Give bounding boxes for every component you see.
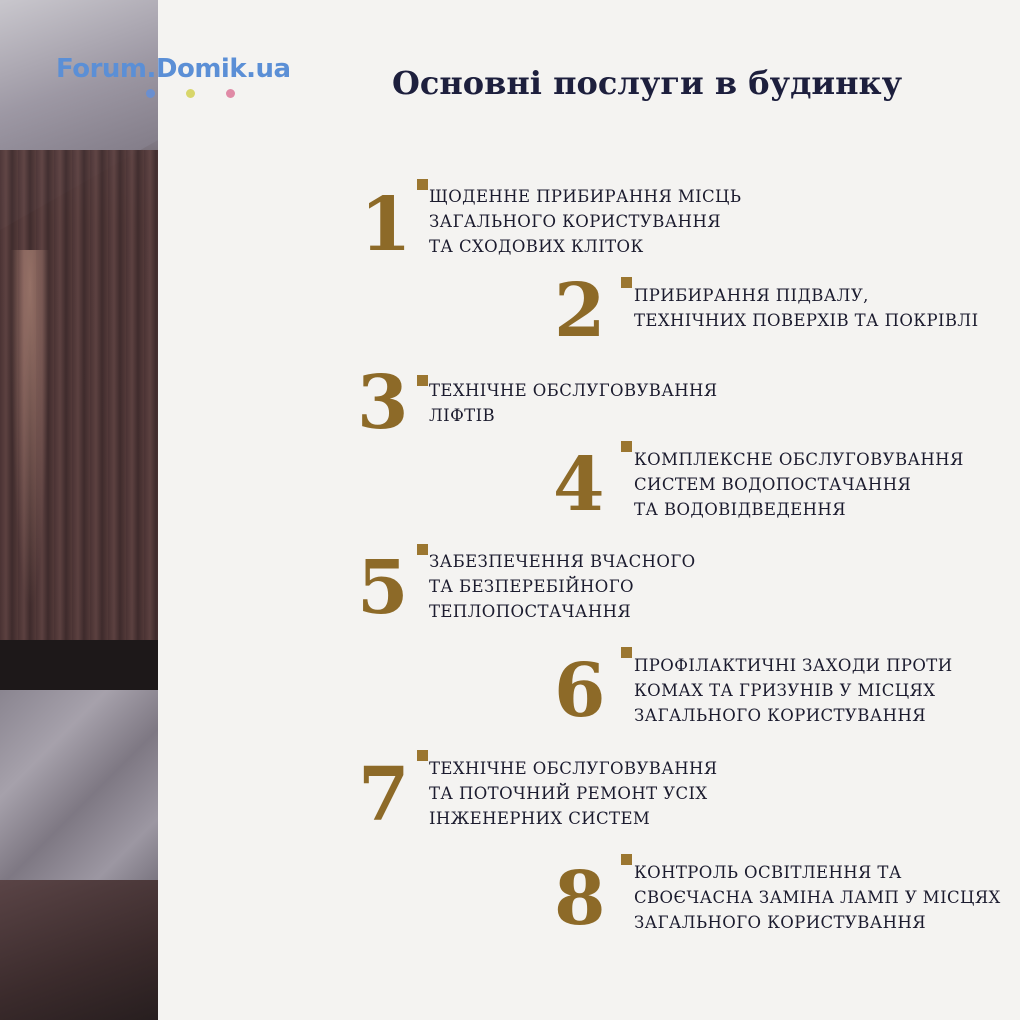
service-line: КОМПЛЕКСНЕ ОБСЛУГОВУВАННЯ <box>634 450 964 469</box>
service-number: 7 <box>358 752 410 838</box>
service-line: КОМАХ ТА ГРИЗУНІВ У МІСЦЯХ <box>634 681 936 700</box>
photo-light-glow <box>10 250 50 610</box>
service-number: 3 <box>357 360 409 446</box>
bullet-square-icon <box>417 544 428 555</box>
service-number: 6 <box>554 648 606 734</box>
service-line: СВОЄЧАСНА ЗАМІНА ЛАМП У МІСЦЯХ <box>634 888 1001 907</box>
page-title: Основні послуги в будинку <box>392 64 903 102</box>
photo-floor <box>0 880 158 1020</box>
service-line: ЗАГАЛЬНОГО КОРИСТУВАННЯ <box>429 212 721 231</box>
service-line: ТА СХОДОВИХ КЛІТОК <box>429 237 644 256</box>
bullet-square-icon <box>417 375 428 386</box>
service-text <box>634 447 964 522</box>
service-number: 2 <box>554 268 606 354</box>
photo-marble-panel <box>0 690 158 890</box>
service-number: 1 <box>360 182 412 268</box>
service-text <box>634 283 979 333</box>
service-line: КОНТРОЛЬ ОСВІТЛЕННЯ ТА <box>634 863 902 882</box>
bullet-square-icon <box>621 441 632 452</box>
bullet-square-icon <box>417 179 428 190</box>
service-line: ПРОФІЛАКТИЧНІ ЗАХОДИ ПРОТИ <box>634 656 953 675</box>
service-line: ПРИБИРАННЯ ПІДВАЛУ, <box>634 286 869 305</box>
service-text <box>634 860 1001 935</box>
service-line: ЗАГАЛЬНОГО КОРИСТУВАННЯ <box>634 913 926 932</box>
service-number: 5 <box>357 545 409 631</box>
service-line: ЩОДЕННЕ ПРИБИРАННЯ МІСЦЬ <box>429 187 742 206</box>
service-line: ТА ПОТОЧНИЙ РЕМОНТ УСІХ <box>429 784 708 803</box>
service-line: ТЕПЛОПОСТАЧАННЯ <box>429 602 632 621</box>
service-text <box>429 756 718 831</box>
watermark-dot <box>146 89 155 98</box>
bullet-square-icon <box>621 277 632 288</box>
watermark-logo: Forum.Domik.ua <box>56 54 291 84</box>
bullet-square-icon <box>621 854 632 865</box>
service-text <box>429 184 741 259</box>
watermark-dots <box>146 89 246 99</box>
service-number: 4 <box>553 442 605 528</box>
service-line: СИСТЕМ ВОДОПОСТАЧАННЯ <box>634 475 912 494</box>
service-line: ЗАБЕЗПЕЧЕННЯ ВЧАСНОГО <box>429 552 696 571</box>
service-line: ТЕХНІЧНЕ ОБСЛУГОВУВАННЯ <box>429 381 718 400</box>
service-line: ІНЖЕНЕРНИХ СИСТЕМ <box>429 809 651 828</box>
service-line: ТЕХНІЧНЕ ОБСЛУГОВУВАННЯ <box>429 759 718 778</box>
service-line: ТА ВОДОВІДВЕДЕННЯ <box>634 500 846 519</box>
service-text <box>429 378 718 428</box>
bullet-square-icon <box>417 750 428 761</box>
service-line: ТА БЕЗПЕРЕБІЙНОГО <box>429 577 634 596</box>
service-text <box>429 549 696 624</box>
service-number: 8 <box>554 856 606 942</box>
service-line: ТЕХНІЧНИХ ПОВЕРХІВ ТА ПОКРІВЛІ <box>634 311 979 330</box>
lobby-photo <box>0 0 158 1020</box>
watermark-dot <box>226 89 235 98</box>
service-line: ЗАГАЛЬНОГО КОРИСТУВАННЯ <box>634 706 926 725</box>
bullet-square-icon <box>621 647 632 658</box>
service-text <box>634 653 952 728</box>
watermark-dot <box>186 89 195 98</box>
service-line: ЛІФТІВ <box>429 406 496 425</box>
